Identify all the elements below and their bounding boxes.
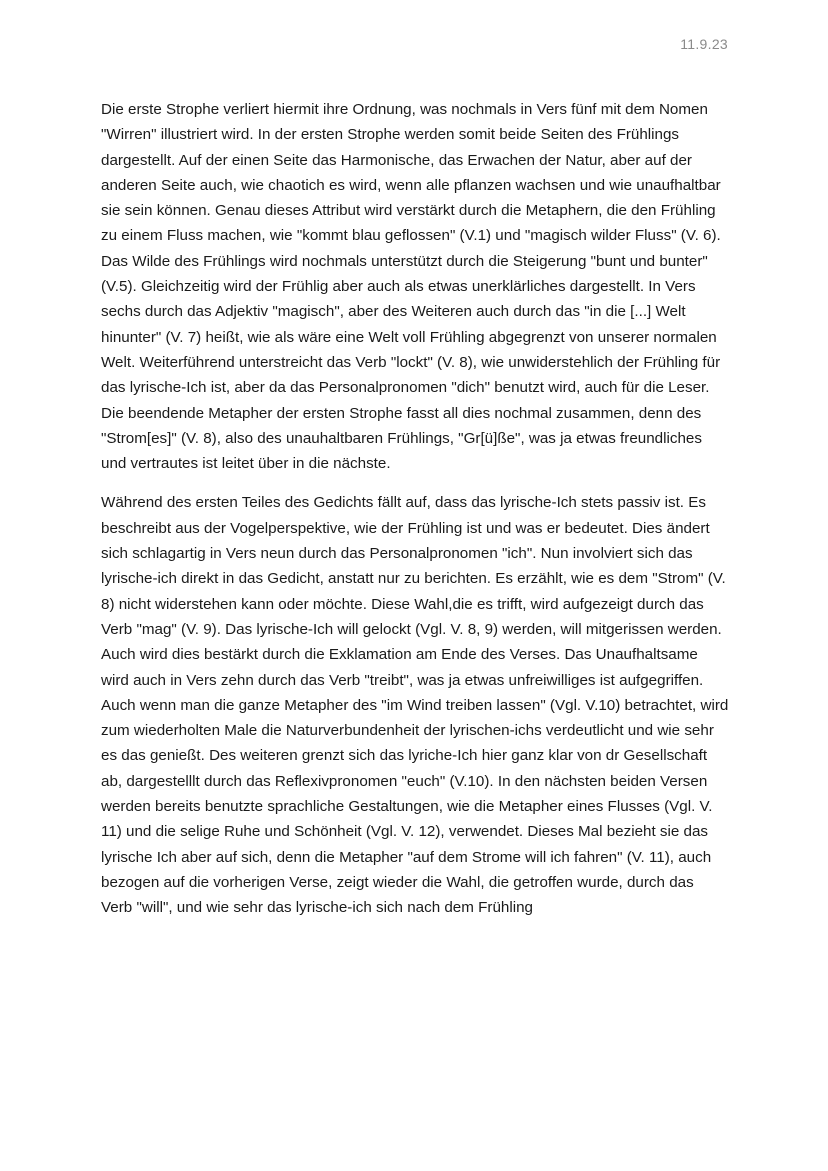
- paragraph-2: Während des ersten Teiles des Gedichts fällt auf, dass das lyrische-Ich stets passiv ist. Es beschreibt aus der Vogelperspektive, wie der Frühling ist und was er bedeutet. Dies ändert sich schlagartig in Vers neun durch das Personalpronomen "ich". Nun involviert sich das lyrische-ich direkt in das Gedicht, anstatt nur zu berichten. Es erzählt, wie es dem "Strom" (V. 8) nicht widerstehen kann oder möchte. Diese Wahl,die es trifft, wird aufgezeigt durch das Verb "mag" (V. 9). Das lyrische-Ich will gelockt (Vgl. V. 8, 9) werden, will mitgerissen werden. Auch wird dies bestärkt durch die Exklamation am Ende des Verses. Das Unaufhaltsame wird auch in Vers zehn durch das Verb "treibt", was ja etwas unfreiwilliges ist aufgegriffen. Auch wenn man die ganze Metapher des "im Wind treiben lassen" (Vgl. V.10) betrachtet, wird zum wiederholten Male die Naturverbundenheit der lyrischen-ichs verdeutlicht und wie sehr es das genießt. Des weiteren grenzt sich das lyriche-Ich hier ganz klar von dr Gesellschaft ab, dargestelllt durch das Reflexivpronomen "euch" (V.10). In den nächsten beiden Versen werden bereits benutzte sprachliche Gestaltungen, wie die Metapher eines Flusses (Vgl. V. 11) und die selige Ruhe und Schönheit (Vgl. V. 12), verwendet. Dieses Mal bezieht sie das lyrische Ich aber auf sich, denn die Metapher "auf dem Strome will ich fahren" (V. 11), auch bezogen auf die vorherigen Verse, zeigt wieder die Wahl, die getroffen wurde, durch das Verb "will", und wie sehr das lyrische-ich sich nach dem Frühling: [101, 494, 729, 917]
- page-date: 11.9.23: [680, 36, 728, 52]
- document-body: [101, 97, 729, 921]
- paragraph-1: Die erste Strophe verliert hiermit ihre Ordnung, was nochmals in Vers fünf mit dem Nomen "Wirren" illustriert wird. In der ersten Strophe werden somit beide Seiten des Frühlings dargestellt. Auf der einen Seite das Harmonische, das Erwachen der Natur, aber auf der anderen Seite auch, wie chaotich es wird, wenn alle pflanzen wachsen und wie unaufhaltbar sie sein können. Genau dieses Attribut wird verstärkt durch die Metaphern, die den Frühling zu einem Fluss machen, wie "kommt blau geflossen" (V.1) und "magisch wilder Fluss" (V. 6). Das Wilde des Frühlings wird nochmals unterstützt durch die Steigerung "bunt und bunter" (V.5). Gleichzeitig wird der Frühlig aber auch als etwas unerklärliches dargestellt. In Vers sechs durch das Adjektiv "magisch", aber des Weiteren auch durch das "in die [...] Welt hinunter" (V. 7) heißt, wie als wäre eine Welt voll Frühling abgegrenzt von unserer normalen Welt. Weiterführend unterstreicht das Verb "lockt" (V. 8), wie unwiderstehlich der Frühling für das lyrische-Ich ist, aber da das Personalpronomen "dich" benutzt wird, auch für die Leser. Die beendende Metapher der ersten Strophe fasst all dies nochmal zusammen, denn des "Strom[es]" (V. 8), also des unauhaltbaren Frühlings, "Gr[ü]ße", was ja etwas freundliches und vertrautes ist leitet über in die nächste.: [101, 101, 721, 473]
